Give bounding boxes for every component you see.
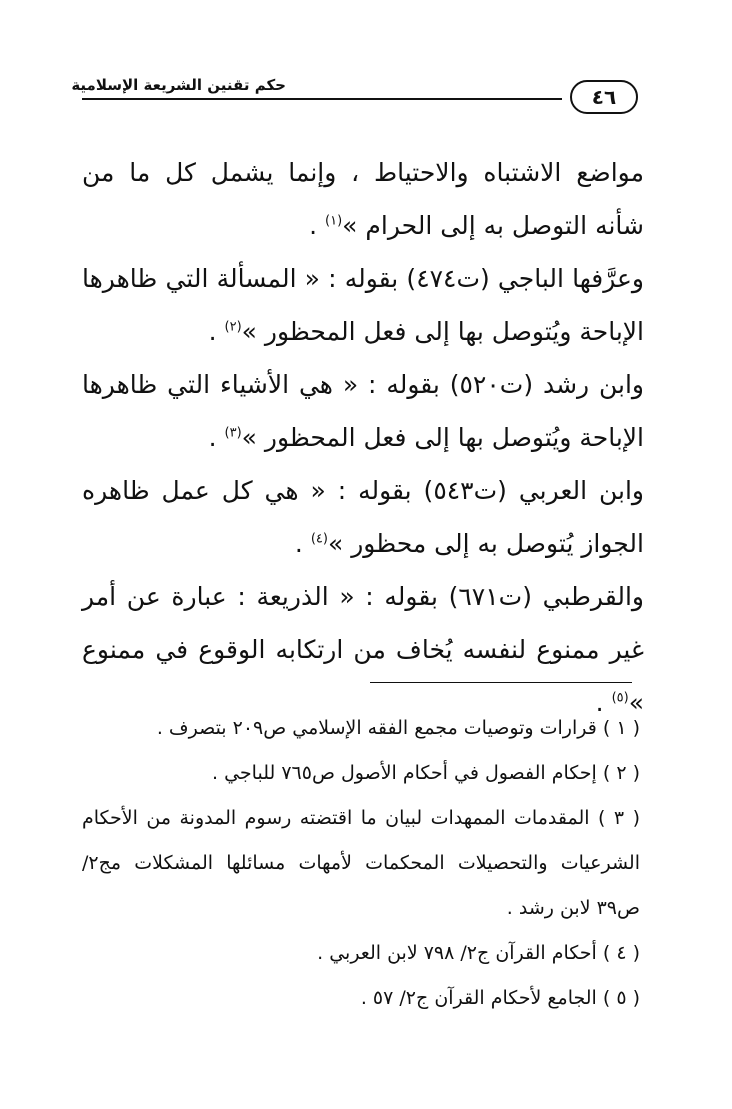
footnote-ref: (٢) xyxy=(224,319,242,335)
footnote: ( ٢ ) إحكام الفصول في أحكام الأصول ص٧٦٥ للباجي . xyxy=(212,762,640,784)
footnote: ( ١ ) قرارات وتوصيات مجمع الفقه الإسلامي ص٢٠٩ بتصرف . xyxy=(156,717,640,739)
footnote-ref: (٣) xyxy=(224,425,242,441)
paragraph-text: والقرطبي (ت٦٧١) بقوله : « الذريعة : عبارة عن أمر غير ممنوع لنفسه يُخاف من ارتكابه الوقوع في ممنوع » xyxy=(82,582,644,717)
footnote: ( ٥ ) الجامع لأحكام القرآن ج٢/ ٥٧ . xyxy=(360,987,640,1009)
paragraph xyxy=(82,146,644,252)
paragraph-tail: . xyxy=(595,688,612,717)
paragraph xyxy=(82,358,644,464)
header-rule xyxy=(82,98,562,100)
page-number: ٤٦ xyxy=(570,80,638,114)
footnote-separator xyxy=(370,682,632,683)
paragraph xyxy=(82,252,644,358)
footnote-ref: (٤) xyxy=(310,531,328,547)
paragraph xyxy=(82,464,644,570)
page-header xyxy=(71,70,644,120)
footnotes xyxy=(82,706,640,1021)
paragraph-text: وابن رشد (ت٥٢٠) بقوله : « هي الأشياء التي ظاهرها الإباحة ويُتوصل بها إلى فعل المحظور » xyxy=(82,370,644,452)
footnote: ( ٤ ) أحكام القرآن ج٢/ ٧٩٨ لابن العربي . xyxy=(317,942,640,964)
paragraph-tail: . xyxy=(208,423,225,452)
footnote: ( ٣ ) المقدمات الممهدات لبيان ما اقتضته رسوم المدونة من الأحكام الشرعيات والتحصيلات المحكمات لأمهات مسائلها المشكلات مج٢/ ص٣٩ لابن رشد . xyxy=(82,807,640,919)
paragraph-text: مواضع الاشتباه والاحتياط ، وإنما يشمل كل ما من شأنه التوصل به إلى الحرام » xyxy=(82,158,644,240)
paragraph-tail: . xyxy=(208,317,225,346)
footnote-ref: (١) xyxy=(325,213,343,229)
paragraph-text: وعرَّفها الباجي (ت٤٧٤) بقوله : « المسألة التي ظاهرها الإباحة ويُتوصل بها إلى فعل المحظور » xyxy=(82,264,644,346)
footnote-ref: (٥) xyxy=(611,690,629,706)
main-text xyxy=(82,146,644,729)
paragraph-tail: . xyxy=(309,211,326,240)
paragraph-text: وابن العربي (ت٥٤٣) بقوله : « هي كل عمل ظاهره الجواز يُتوصل به إلى محظور » xyxy=(82,476,645,558)
running-title: حكم تقنين الشريعة الإسلامية xyxy=(71,76,286,94)
paragraph-tail: . xyxy=(294,529,311,558)
